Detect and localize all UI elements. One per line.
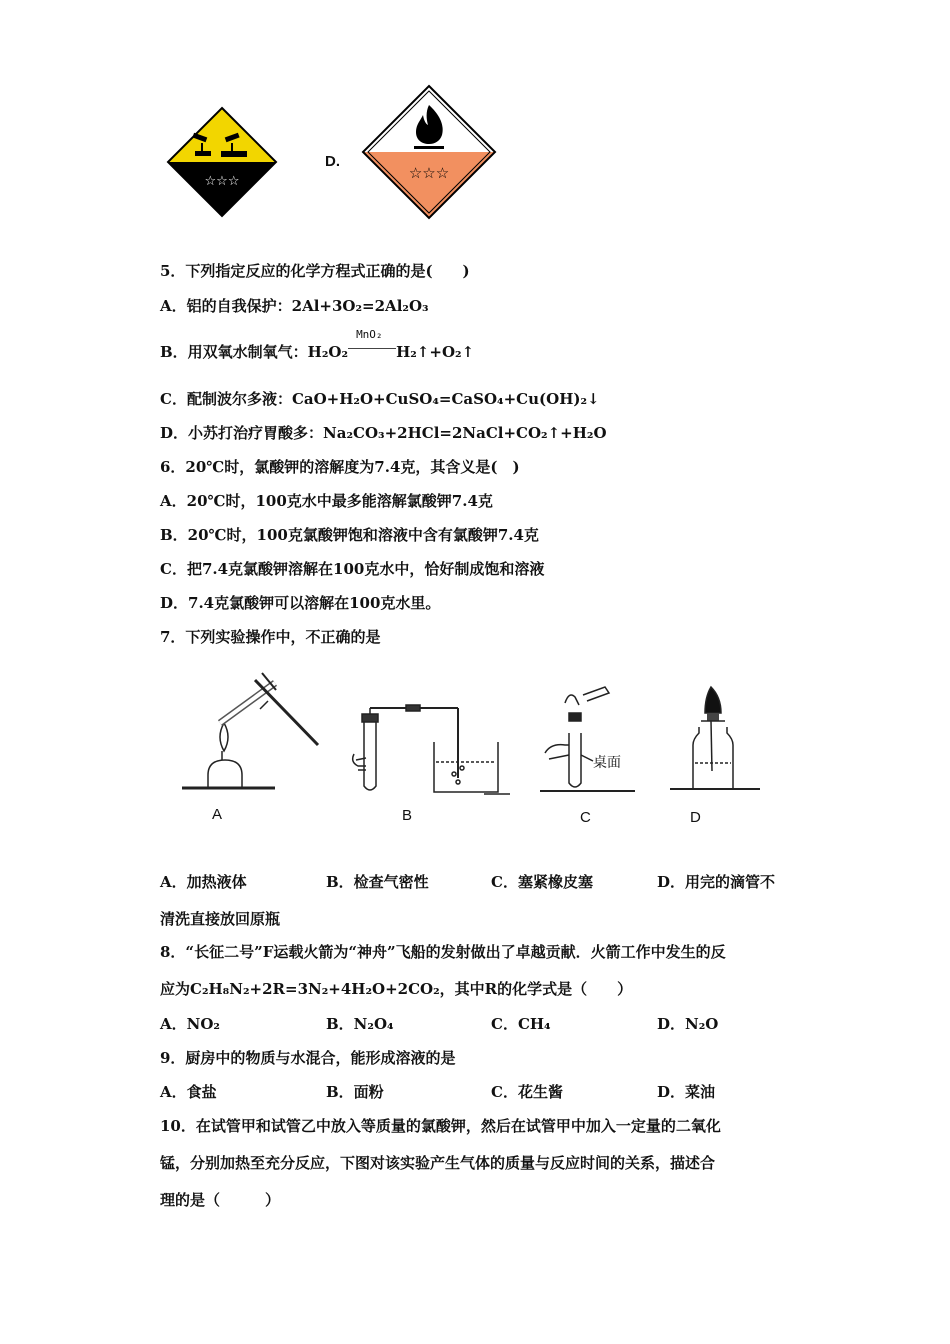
- dropper-bulb-icon: [705, 687, 721, 713]
- figure-label-c: C: [580, 809, 591, 826]
- q8-option-a: A．NO₂: [160, 1015, 220, 1033]
- q6-stem: 6．20℃时，氯酸钾的溶解度为7.4克，其含义是( ): [160, 458, 520, 476]
- q9-option-c: C．花生酱: [491, 1083, 563, 1101]
- flammable-sign-stars: ☆☆☆: [408, 164, 450, 182]
- q5-option-b: [160, 328, 475, 362]
- q9-option-b: B．面粉: [326, 1083, 384, 1101]
- q7-option-d: D．用完的滴管不: [657, 873, 776, 891]
- figure-c-inserting-stopper: [535, 683, 655, 793]
- q5-catalyst-label: MnO₂: [356, 328, 383, 341]
- q6-option-c: C．把7.4克氯酸钾溶解在100克水中，恰好制成饱和溶液: [160, 560, 545, 578]
- q8-option-d: D．N₂O: [657, 1015, 719, 1033]
- q5-option-d: D．小苏打治疗胃酸多：Na₂CO₃+2HCl=2NaCl+CO₂↑+H₂O: [160, 424, 607, 442]
- corrosive-sign-stars: ☆☆☆: [204, 174, 240, 189]
- figure-d-dropper-bottle: [665, 683, 765, 793]
- q7-stem: 7．下列实验操作中，不正确的是: [160, 628, 381, 646]
- figure-label-d: D: [690, 809, 701, 826]
- q5-catalyst-arrow: [348, 328, 396, 362]
- q7-option-b: B．检查气密性: [326, 873, 429, 891]
- q5-option-a: A．铝的自我保护：2Al+3O₂=2Al₂O₃: [160, 297, 429, 315]
- q7-option-a: A．加热液体: [160, 873, 247, 891]
- corrosive-hazard-sign: [165, 105, 279, 219]
- figure-label-b: B: [402, 807, 413, 824]
- q9-option-a: A．食盐: [160, 1083, 217, 1101]
- q8-stem-line2: 应为C₂H₈N₂+2R=3N₂+4H₂O+2CO₂，其中R的化学式是（ ）: [160, 980, 633, 998]
- q5-option-b-suffix: H₂↑+O₂↑: [396, 343, 475, 361]
- q10-line1: 10．在试管甲和试管乙中放入等质量的氯酸钾，然后在试管甲中加入一定量的二氧化: [160, 1117, 721, 1135]
- figure-b-airtightness-check: [350, 700, 510, 800]
- q9-option-d: D．菜油: [657, 1083, 716, 1101]
- q8-option-c: C．CH₄: [491, 1015, 551, 1033]
- q8-option-b: B．N₂O₄: [326, 1015, 394, 1033]
- q7-option-d-continued: 清洗直接放回原瓶: [160, 910, 281, 928]
- flammable-hazard-sign: [360, 83, 498, 221]
- q5-option-b-prefix: B．用双氧水制氧气：H₂O₂: [160, 343, 349, 361]
- q5-option-c: C．配制波尔多液：CaO+H₂O+CuSO₄=CaSO₄+Cu(OH)₂↓: [160, 390, 600, 408]
- q6-option-d: D．7.4克氯酸钾可以溶解在100克水里。: [160, 594, 441, 612]
- q5-stem: 5．下列指定反应的化学方程式正确的是( ): [160, 262, 470, 280]
- option-d-label: D.: [325, 153, 340, 170]
- q9-stem: 9．厨房中的物质与水混合，能形成溶液的是: [160, 1049, 456, 1067]
- q10-line2: 锰，分别加热至充分反应，下图对该实验产生气体的质量与反应时间的关系，描述合: [160, 1154, 716, 1172]
- q6-option-a: A．20℃时，100克水中最多能溶解氯酸钾7.4克: [160, 492, 493, 510]
- q7-option-c: C．塞紧橡皮塞: [491, 873, 593, 891]
- q8-stem-line1: 8．“长征二号”F运载火箭为“神舟”飞船的发射做出了卓越贡献．火箭工作中发生的反: [160, 943, 726, 961]
- figure-c-desk-label: 桌面: [593, 755, 621, 771]
- figure-a-heating-liquid: [180, 665, 320, 795]
- q5-reaction-line: [348, 348, 396, 349]
- q10-line3: 理的是（ ）: [160, 1191, 281, 1209]
- figure-label-a: A: [212, 806, 223, 823]
- q6-option-b: B．20℃时，100克氯酸钾饱和溶液中含有氯酸钾7.4克: [160, 526, 539, 544]
